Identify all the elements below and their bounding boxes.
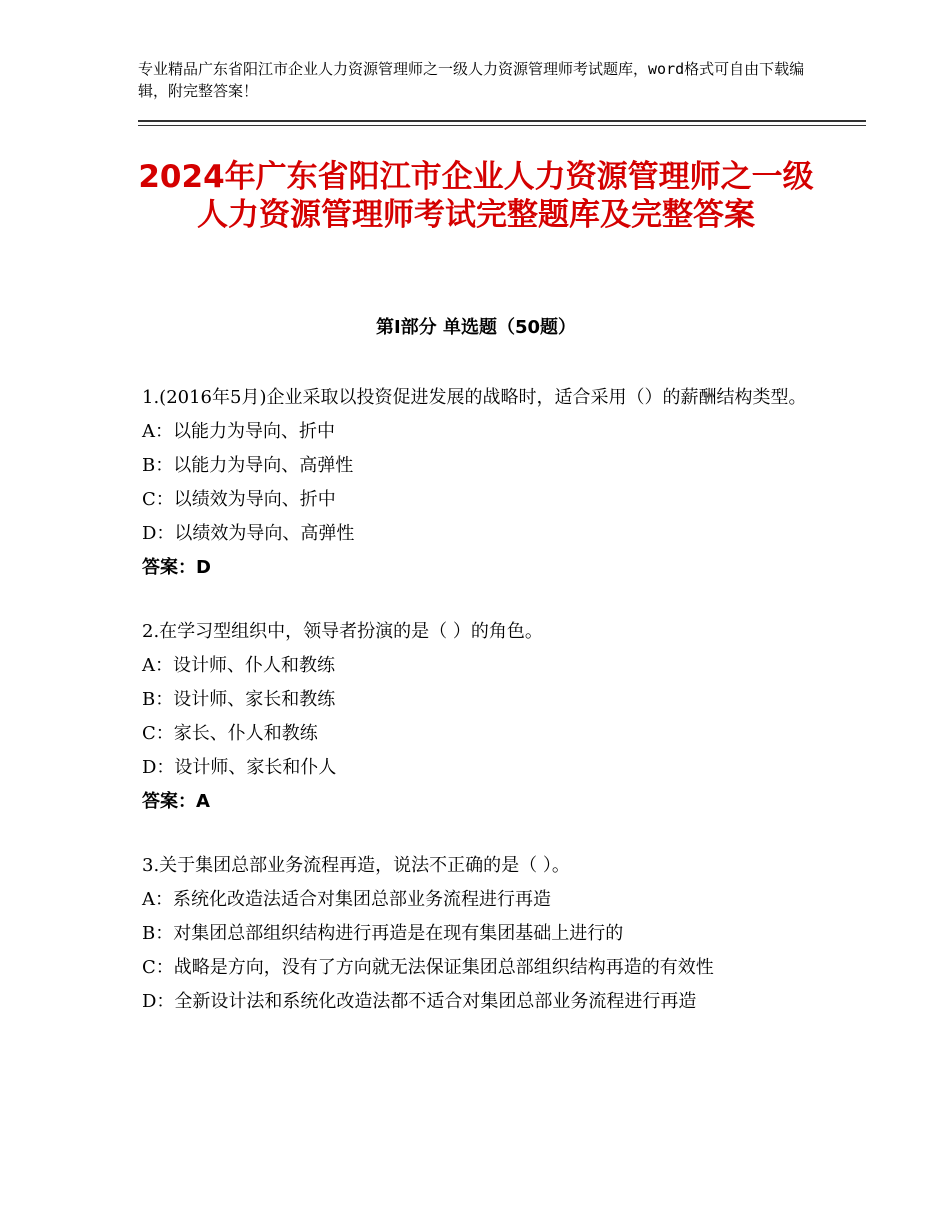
option-c: C：家长、仆人和教练 — [142, 723, 318, 744]
option-a: A：设计师、仆人和教练 — [142, 655, 335, 676]
option-d: D：以绩效为导向、高弹性 — [142, 523, 355, 544]
option-d: D：全新设计法和系统化改造法都不适合对集团总部业务流程进行再造 — [142, 991, 697, 1012]
answer-line: 答案：D — [142, 557, 211, 578]
option-d: D：设计师、家长和仆人 — [142, 757, 337, 778]
option-b: B：以能力为导向、高弹性 — [142, 455, 354, 476]
option-b: B：对集团总部组织结构进行再造是在现有集团基础上进行的 — [142, 923, 624, 944]
question-stem: 2.在学习型组织中，领导者扮演的是（ ）的角色。 — [142, 621, 543, 642]
option-a: A：系统化改造法适合对集团总部业务流程进行再造 — [142, 889, 551, 910]
answer-line: 答案：A — [142, 791, 210, 812]
option-b: B：设计师、家长和教练 — [142, 689, 336, 710]
question-list — [142, 381, 822, 1049]
question-stem: 3.关于集团总部业务流程再造，说法不正确的是（ ）。 — [142, 855, 570, 876]
option-c: C：战略是方向，没有了方向就无法保证集团总部组织结构再造的有效性 — [142, 957, 714, 978]
header-divider-thick — [138, 120, 866, 122]
header-divider-thin — [138, 125, 866, 126]
option-c: C：以绩效为导向、折中 — [142, 489, 336, 510]
question-1 — [142, 381, 822, 585]
document-title: 2024年广东省阳江市企业人力资源管理师之一级人力资源管理师考试完整题库及完整答案 — [138, 159, 814, 233]
header-note: 专业精品广东省阳江市企业人力资源管理师之一级人力资源管理师考试题库，word格式可自由下载编辑，附完整答案！ — [138, 60, 805, 100]
question-2 — [142, 615, 822, 819]
option-a: A：以能力为导向、折中 — [142, 421, 335, 442]
question-stem: 1.(2016年5月)企业采取以投资促进发展的战略时，适合采用（）的薪酬结构类型。 — [142, 387, 807, 408]
section-heading: 第Ⅰ部分 单选题（50题） — [375, 317, 576, 338]
question-3 — [142, 849, 822, 1019]
